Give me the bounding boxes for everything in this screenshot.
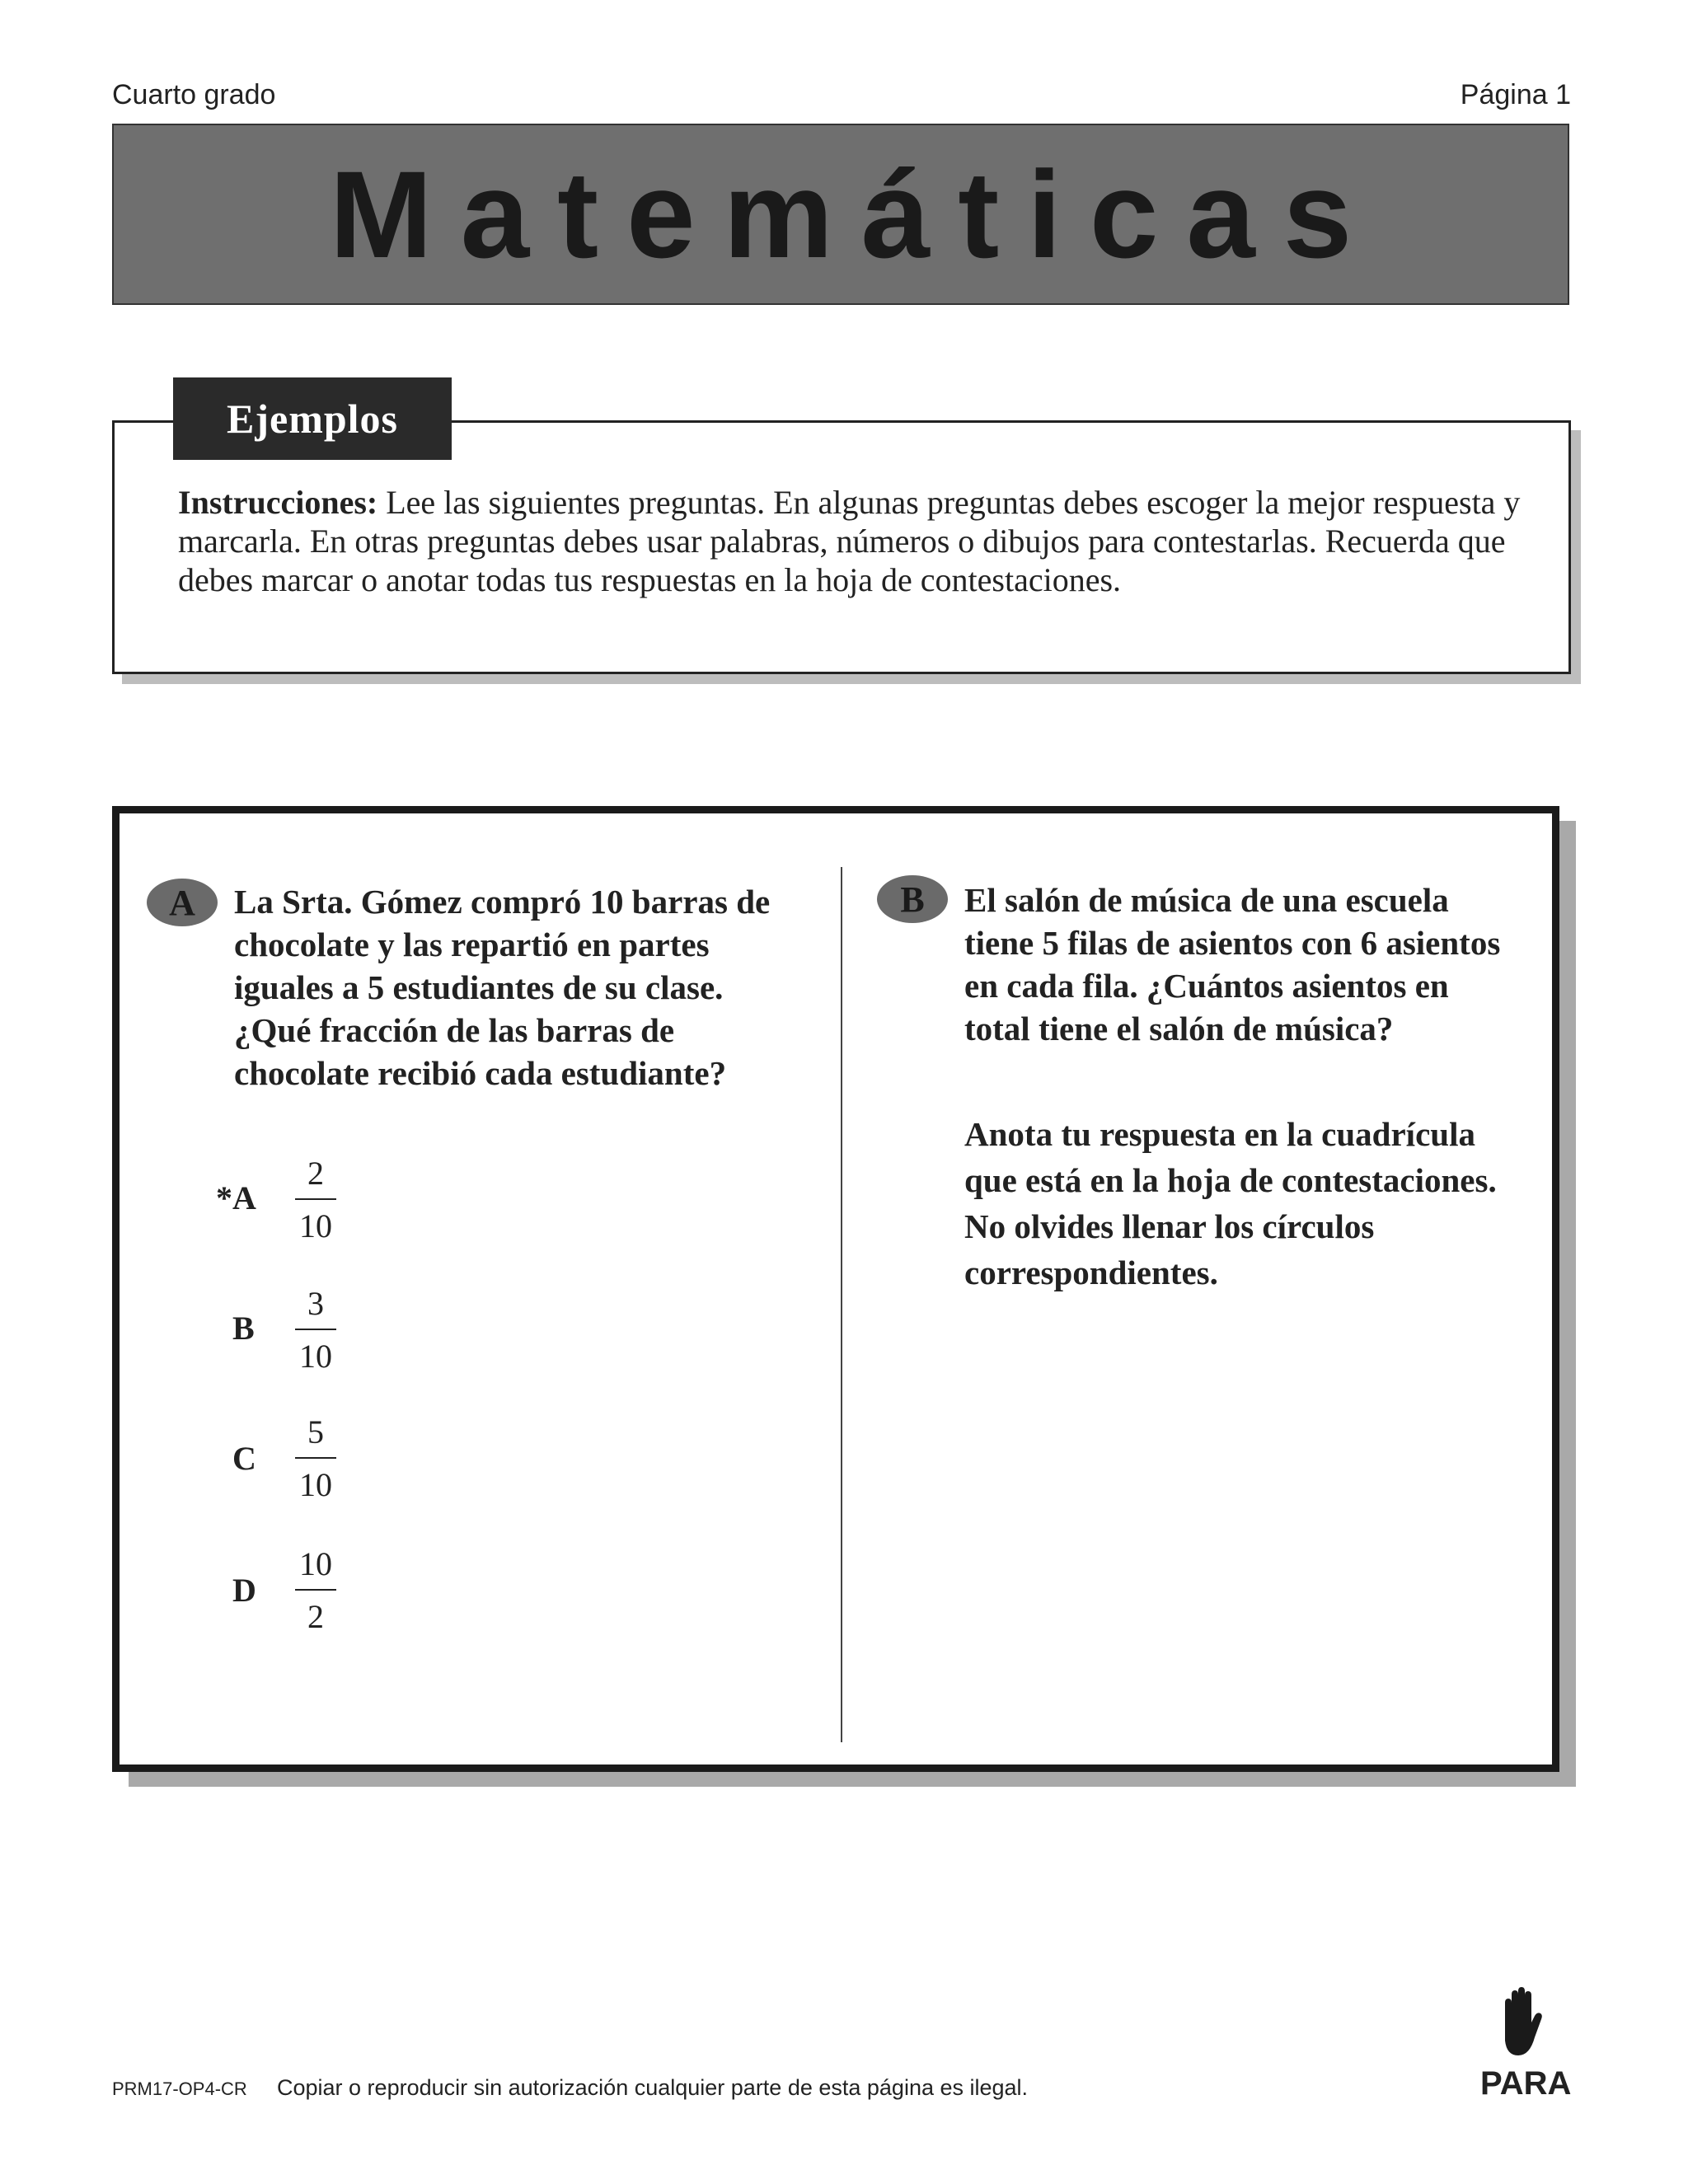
grade-label: Cuarto grado bbox=[112, 79, 276, 110]
option-c-fraction: 5 10 bbox=[295, 1411, 336, 1507]
copyright-notice: Copiar o reproducir sin autorización cualquier parte de esta página es ilegal. bbox=[277, 2075, 1029, 2100]
column-divider bbox=[841, 867, 842, 1742]
option-a-letter: *A bbox=[216, 1179, 256, 1216]
stop-label: PARA bbox=[1480, 2065, 1572, 2102]
option-b-fraction: 3 10 bbox=[295, 1282, 336, 1378]
question-b-text: El salón de música de una escuela tiene 5 filas de asientos con 6 asientos en cada fila. ¿Cuántos asientos en total tiene el salón de música? bbox=[964, 881, 1501, 1047]
question-b-note: Anota tu respuesta en la cuadrícula que está en la hoja de contestaciones. No olvides llenar los círculos correspondientes. bbox=[964, 1115, 1497, 1291]
option-c-letter: C bbox=[232, 1440, 256, 1477]
option-d-fraction: 10 2 bbox=[295, 1543, 336, 1638]
option-a-fraction: 2 10 bbox=[295, 1152, 336, 1248]
form-code: PRM17-OP4-CR bbox=[112, 2079, 247, 2099]
option-d-letter: D bbox=[232, 1572, 256, 1609]
question-b-badge: B bbox=[877, 875, 948, 923]
title-banner bbox=[112, 124, 1569, 305]
page-number: Página 1 bbox=[1460, 79, 1571, 110]
instructions-label: Instrucciones: bbox=[178, 484, 378, 521]
instructions bbox=[178, 483, 1530, 599]
hand-stop-icon bbox=[1493, 1986, 1546, 2060]
option-b-letter: B bbox=[232, 1310, 255, 1347]
instructions-text: Lee las siguientes preguntas. En algunas preguntas debes escoger la mejor respuesta y marcarla. En otras preguntas debes usar palabras, números o dibujos para contestarlas. Recuerda que debes marcar o anotar todas tus respuestas en la hoja de contestaciones. bbox=[178, 484, 1521, 598]
examples-tab: Ejemplos bbox=[173, 377, 452, 460]
question-a-badge: A bbox=[147, 879, 218, 926]
question-a-text: La Srta. Gómez compró 10 barras de chocolate y las repartió en partes iguales a 5 estudiantes de su clase. ¿Qué fracción de las barras de chocolate recibió cada estudiante? bbox=[234, 883, 771, 1092]
page-title: Matemáticas bbox=[329, 144, 1381, 284]
